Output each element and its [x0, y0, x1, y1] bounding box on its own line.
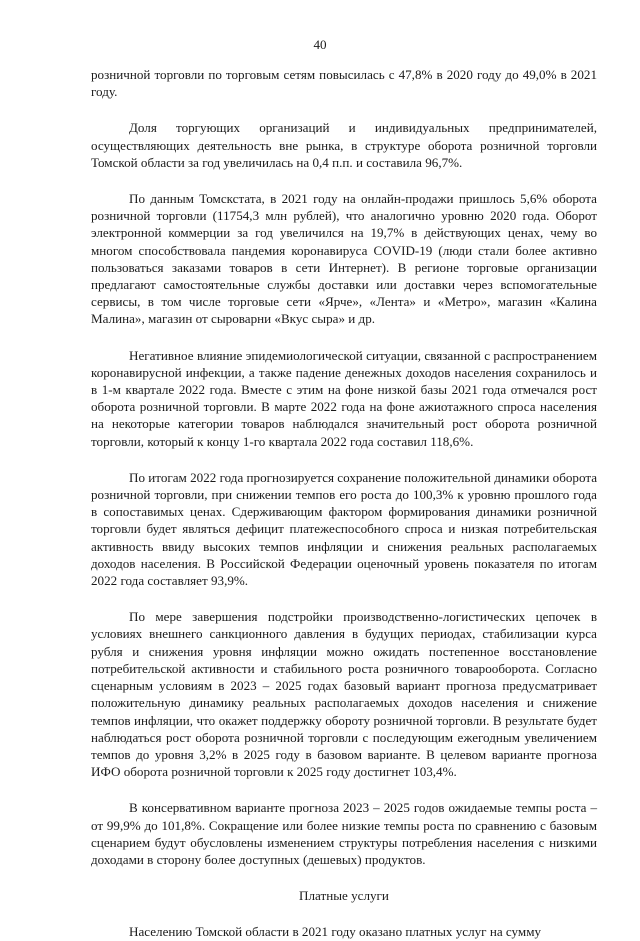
paragraph-2022-forecast: По итогам 2022 года прогнозируется сохранение положительной динамики оборота розничной торговли, при снижении темпов его роста до 100,3% к уровню прошлого года в сопоставимых ценах. Сдерживающим фактором формирования динамики розничной торговли будет являться дефицит платежеспособного спроса и низкая потребительская активность ввиду высоких темпов инфляции и снижения реальных располагаемых доходов населения. В Российской Федерации оценочный уровень показателя по итогам 2022 года составляет 93,9%. — [91, 469, 598, 589]
paragraph-paid-services: Населению Томской области в 2021 году оказано платных услуг на сумму — [129, 924, 542, 940]
paragraph-off-market-share: Доля торгующих организаций и индивидуальных предпринимателей, осуществляющих деятельность вне рынка, в структуре оборота розничной торговли Томской области за год увеличилась на 0,4 п.п. и составила 96,7%. — [91, 120, 597, 170]
paragraph-retail-chains-share: розничной торговли по торговым сетям повысилась с 47,8% в 2020 году до 49,0% в 2021 году. — [91, 67, 597, 100]
paragraph-2023-2025-forecast: По мере завершения подстройки производственно-логистических цепочек в условиях внешнего санкционного давления в будущих периодах, стабилизации курса рубля и снижения уровня инфляции можно ожидать постепенное восстановление потребительской активности и стабильного роста розничного товарооборота. Согласно сценарным условиям в 2023 – 2025 годах базовый вариант прогноза предусматривает положительную динамику реальных располагаемых доходов населения и снижение темпов инфляции, что окажет поддержку обороту розничной торговли. В результате будет наблюдаться рост оборота розничной торговли с последующим ежегодным увеличением темпов до уровня 3,2% в 2025 году в базовом варианте. В целевом варианте прогноза ИФО оборота розничной торговли к 2025 году достигнет 103,4%. — [91, 609, 597, 780]
section-heading-paid-services: Платные услуги — [299, 888, 389, 904]
paragraph-covid-impact: Негативное влияние эпидемиологической ситуации, связанной с распространением коронавирусной инфекции, а также падение денежных доходов населения сохранилось и в 1-м квартале 2022 года. Вместе с этим на фоне низкой базы 2021 года отмечался рост оборота розничной торговли. В марте 2022 года на фоне ажиотажного спроса населения на некоторые категории товаров наблюдался значительный рост оборота розничной торговли, который к концу 1-го квартала 2022 года составил 118,6%. — [91, 347, 597, 449]
page-number: 40 — [313, 37, 327, 52]
document-body — [91, 66, 597, 941]
paragraph-conservative-forecast: В консервативном варианте прогноза 2023 – 2025 годов ожидаемые темпы роста – от 99,9% до 101,8%. Сокращение или более низкие темпы роста по сравнению с базовым сценарием будут обусловлены изменением структуры потребления населения с низкими доходами в сторону более доступных (дешевых) продуктов. — [91, 800, 597, 867]
paragraph-online-sales: По данным Томскстата, в 2021 году на онлайн-продажи пришлось 5,6% оборота розничной торговли (11754,3 млн рублей), что аналогично уровню 2020 года. Оборот электронной коммерции за год увеличился на 19,7% в действующих ценах, чему во многом способствовала пандемия коронавируса COVID-19 (люди стали более активно пользоваться заказами товаров в сети Интернет). В регионе торговые организации предлагают самостоятельные службы доставки или доставки через вспомогательные сервисы, в том числе торговые сети «Ярче», «Лента» и «Метро», магазин «Калина Малина», магазин от сыроварни «Вкус сыра» и др. — [91, 191, 597, 327]
